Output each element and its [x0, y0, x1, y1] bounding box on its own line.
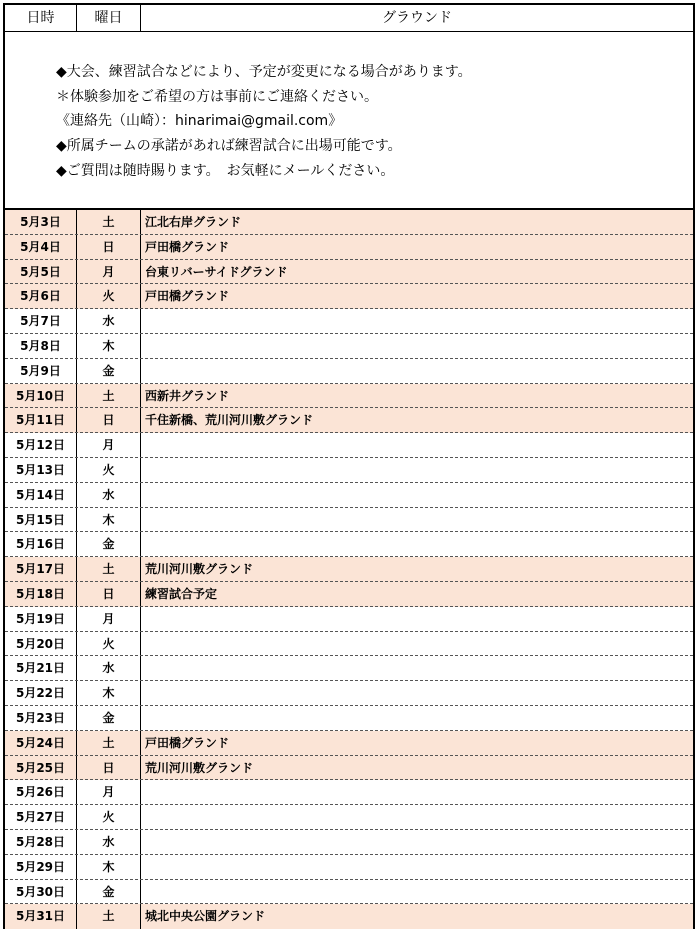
row-day-of-week: 水	[77, 830, 141, 854]
table-row	[5, 780, 693, 805]
row-date: 5月5日	[5, 260, 77, 284]
table-row	[5, 483, 693, 508]
note-practice-match: ◆所属チームの承諾があれば練習試合に出場可能です。	[56, 138, 402, 154]
row-ground	[141, 830, 693, 854]
row-day-of-week: 木	[77, 681, 141, 705]
note-questions: ◆ご質問は随時賜ります。 お気軽にメールください。	[56, 163, 395, 179]
table-row	[5, 756, 693, 781]
row-ground: 練習試合予定	[145, 586, 218, 601]
row-ground: 戸田橋グランド	[145, 289, 230, 304]
table-row	[5, 855, 693, 880]
row-date: 5月28日	[5, 830, 77, 854]
row-day-of-week: 火	[77, 805, 141, 829]
header-date: 日時	[5, 5, 77, 31]
table-row	[5, 656, 693, 681]
row-date: 5月8日	[5, 334, 77, 358]
note-schedule-change: ◆大会、練習試合などにより、予定が変更になる場合があります。	[56, 64, 472, 80]
table-row	[5, 384, 693, 409]
row-day-of-week: 日	[77, 235, 141, 259]
schedule-rows	[5, 210, 693, 929]
row-date: 5月7日	[5, 309, 77, 333]
row-date: 5月29日	[5, 855, 77, 879]
table-row	[5, 210, 693, 235]
header-ground: グラウンド	[382, 10, 452, 26]
row-day-of-week: 火	[77, 632, 141, 656]
row-date: 5月26日	[5, 780, 77, 804]
row-ground: 城北中央公園グランド	[145, 909, 266, 924]
row-date: 5月11日	[5, 408, 77, 432]
row-ground	[141, 483, 693, 507]
table-row	[5, 433, 693, 458]
row-ground: 戸田橋グランド	[145, 735, 230, 750]
row-date: 5月4日	[5, 235, 77, 259]
row-date: 5月25日	[5, 756, 77, 780]
row-ground	[141, 706, 693, 730]
row-ground	[141, 805, 693, 829]
schedule-sheet	[3, 3, 695, 929]
row-date: 5月22日	[5, 681, 77, 705]
table-row	[5, 309, 693, 334]
row-date: 5月23日	[5, 706, 77, 730]
row-day-of-week: 土	[77, 384, 141, 408]
row-date: 5月3日	[5, 210, 77, 234]
row-ground	[141, 632, 693, 656]
row-day-of-week: 土	[77, 210, 141, 234]
table-row	[5, 235, 693, 260]
row-date: 5月17日	[5, 557, 77, 581]
row-day-of-week: 土	[77, 557, 141, 581]
row-ground: 荒川河川敷グランド	[145, 562, 254, 577]
row-date: 5月14日	[5, 483, 77, 507]
row-ground	[141, 880, 693, 904]
note-trial-participation: ＊体験参加をご希望の方は事前にご連絡ください。	[56, 89, 378, 105]
row-day-of-week: 水	[77, 483, 141, 507]
table-row	[5, 260, 693, 285]
row-date: 5月19日	[5, 607, 77, 631]
row-day-of-week: 火	[77, 284, 141, 308]
row-date: 5月6日	[5, 284, 77, 308]
row-ground	[141, 508, 693, 532]
row-day-of-week: 月	[77, 433, 141, 457]
note-contact: 《連絡先（山崎）：hinarimai@gmail.com》	[56, 113, 343, 129]
row-day-of-week: 月	[77, 607, 141, 631]
row-ground	[141, 359, 693, 383]
row-ground	[141, 433, 693, 457]
row-date: 5月18日	[5, 582, 77, 606]
row-date: 5月12日	[5, 433, 77, 457]
row-day-of-week: 木	[77, 855, 141, 879]
row-day-of-week: 金	[77, 532, 141, 556]
row-date: 5月10日	[5, 384, 77, 408]
table-row	[5, 557, 693, 582]
row-ground: 千住新橋、荒川河川敷グランド	[145, 413, 314, 428]
table-header	[5, 5, 693, 32]
row-ground: 荒川河川敷グランド	[145, 760, 254, 775]
row-day-of-week: 金	[77, 706, 141, 730]
row-day-of-week: 火	[77, 458, 141, 482]
row-date: 5月16日	[5, 532, 77, 556]
row-ground: 戸田橋グランド	[145, 239, 230, 254]
row-date: 5月21日	[5, 656, 77, 680]
table-row	[5, 532, 693, 557]
row-date: 5月9日	[5, 359, 77, 383]
row-day-of-week: 土	[77, 731, 141, 755]
row-day-of-week: 水	[77, 656, 141, 680]
row-ground	[141, 458, 693, 482]
table-row	[5, 607, 693, 632]
row-date: 5月31日	[5, 904, 77, 929]
table-row	[5, 284, 693, 309]
row-ground	[141, 855, 693, 879]
table-row	[5, 408, 693, 433]
table-row	[5, 731, 693, 756]
table-row	[5, 830, 693, 855]
row-ground	[141, 334, 693, 358]
table-row	[5, 458, 693, 483]
header-day-of-week: 曜日	[77, 5, 141, 31]
row-day-of-week: 金	[77, 359, 141, 383]
row-ground	[141, 656, 693, 680]
row-ground	[141, 681, 693, 705]
row-day-of-week: 月	[77, 260, 141, 284]
table-row	[5, 334, 693, 359]
row-date: 5月15日	[5, 508, 77, 532]
row-day-of-week: 月	[77, 780, 141, 804]
table-row	[5, 904, 693, 929]
row-day-of-week: 日	[77, 408, 141, 432]
table-row	[5, 706, 693, 731]
table-row	[5, 805, 693, 830]
row-day-of-week: 日	[77, 582, 141, 606]
table-row	[5, 880, 693, 905]
row-day-of-week: 金	[77, 880, 141, 904]
row-day-of-week: 木	[77, 508, 141, 532]
notes-section	[5, 32, 693, 210]
row-date: 5月20日	[5, 632, 77, 656]
row-date: 5月30日	[5, 880, 77, 904]
row-ground	[141, 607, 693, 631]
row-ground: 江北右岸グランド	[145, 215, 242, 229]
row-ground	[141, 532, 693, 556]
row-day-of-week: 木	[77, 334, 141, 358]
row-ground: 西新井グランド	[145, 388, 230, 403]
table-row	[5, 632, 693, 657]
table-row	[5, 681, 693, 706]
table-row	[5, 359, 693, 384]
row-date: 5月27日	[5, 805, 77, 829]
row-day-of-week: 日	[77, 756, 141, 780]
row-day-of-week: 水	[77, 309, 141, 333]
row-ground: 台東リバーサイドグランド	[145, 264, 288, 279]
row-date: 5月24日	[5, 731, 77, 755]
row-date: 5月13日	[5, 458, 77, 482]
table-row	[5, 582, 693, 607]
row-ground	[141, 309, 693, 333]
row-ground	[141, 780, 693, 804]
row-day-of-week: 土	[77, 904, 141, 929]
table-row	[5, 508, 693, 533]
